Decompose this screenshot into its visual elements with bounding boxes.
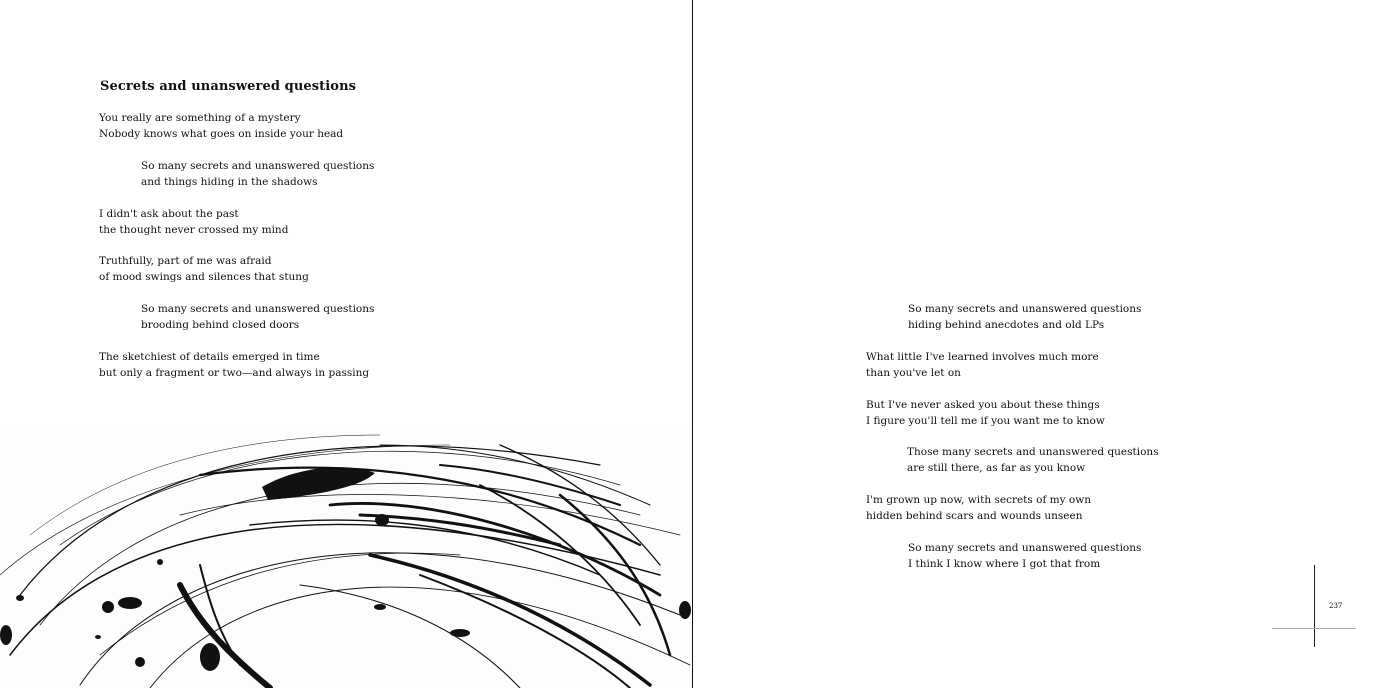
ink-brush-illustration	[0, 425, 692, 688]
poem-line: The sketchiest of details emerged in time	[99, 351, 320, 363]
poem-line: I'm grown up now, with secrets of my own	[866, 494, 1091, 506]
right-page	[693, 0, 1382, 688]
poem-line: and things hiding in the shadows	[141, 176, 318, 188]
stanza	[99, 110, 343, 142]
stanza-refrain	[908, 540, 1141, 572]
poem-line: are still there, as far as you know	[907, 462, 1086, 474]
stanza-refrain	[908, 301, 1141, 333]
poem-line: What little I've learned involves much more	[866, 351, 1099, 363]
stanza	[99, 206, 288, 238]
poem-line: I didn't ask about the past	[99, 208, 239, 220]
poem-line: So many secrets and unanswered questions	[908, 303, 1142, 315]
crop-mark-vertical	[1314, 565, 1315, 647]
poem-line: So many secrets and unanswered questions	[908, 542, 1142, 554]
stanza	[866, 397, 1105, 429]
stanza-refrain	[141, 301, 374, 333]
poem-line: brooding behind closed doors	[141, 319, 300, 331]
page-number: 237	[1329, 602, 1343, 610]
stanza	[866, 349, 1099, 381]
poem-line: But I've never asked you about these things	[866, 399, 1100, 411]
poem-line: Truthfully, part of me was afraid	[99, 255, 272, 267]
poem-line: You really are something of a mystery	[99, 112, 301, 124]
poem-line: So many secrets and unanswered questions	[141, 160, 375, 172]
poem-line: Those many secrets and unanswered questions	[907, 446, 1159, 458]
poem-line: hidden behind scars and wounds unseen	[866, 510, 1083, 522]
poem-line: than you've let on	[866, 367, 961, 379]
poem-title: Secrets and unanswered questions	[100, 79, 357, 94]
poem-line: Nobody knows what goes on inside your head	[99, 128, 344, 140]
stanza	[866, 492, 1091, 524]
poem-line: I think I know where I got that from	[908, 558, 1101, 570]
poem-line: So many secrets and unanswered questions	[141, 303, 375, 315]
stanza	[99, 349, 369, 381]
stanza	[99, 253, 309, 285]
stanza-refrain	[141, 158, 374, 190]
poem-line: I figure you'll tell me if you want me to know	[866, 415, 1105, 427]
poem-line: but only a fragment or two—and always in passing	[99, 367, 370, 379]
poem-line: the thought never crossed my mind	[99, 224, 289, 236]
stanza-refrain	[907, 444, 1159, 476]
poem-line: of mood swings and silences that stung	[99, 271, 309, 283]
crop-mark-horizontal	[1272, 628, 1356, 629]
poem-line: hiding behind anecdotes and old LPs	[908, 319, 1105, 331]
